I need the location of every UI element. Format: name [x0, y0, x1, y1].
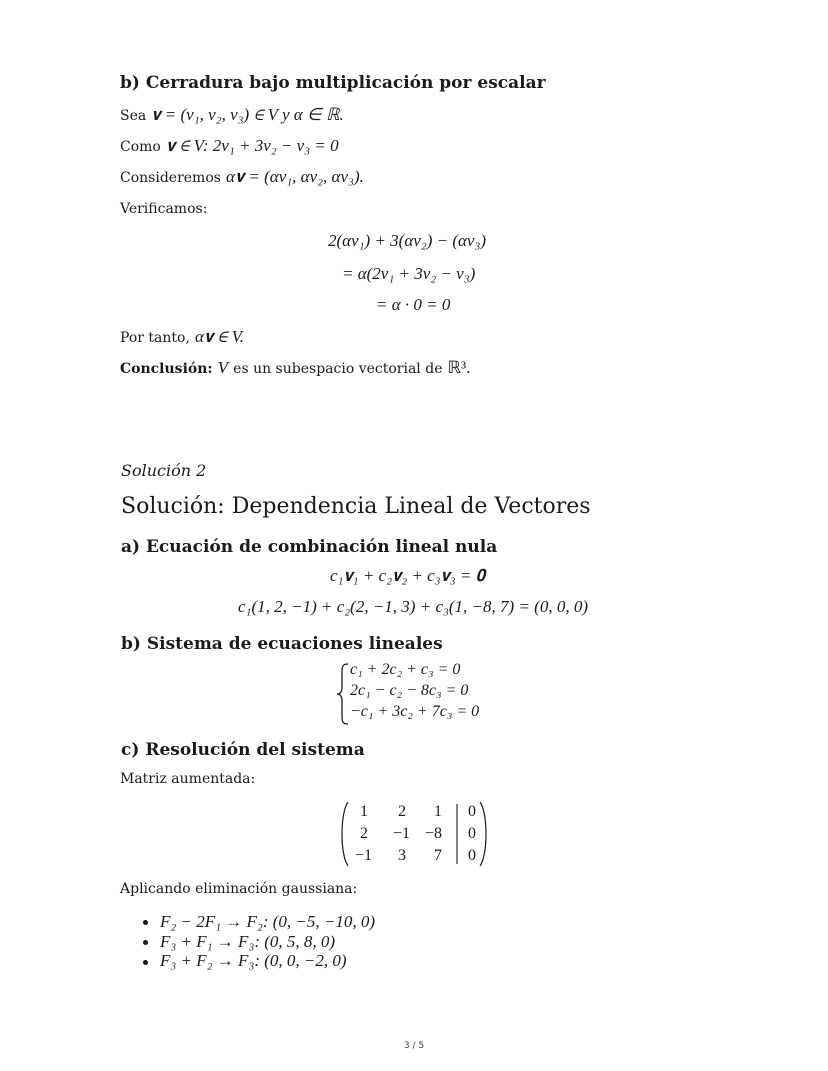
matrix-cell: 0	[468, 803, 476, 820]
solution-label: Solución 2	[121, 461, 207, 480]
matrix-cell: −1	[354, 847, 372, 864]
line-sea	[120, 105, 344, 125]
line-como-math: 𝐯 ∈ V: 2v₁ + 3v₂ − v₃ = 0	[165, 136, 339, 155]
solution-title: Solución: Dependencia Lineal de Vectores	[121, 494, 591, 519]
matrix-cell: 1	[434, 803, 442, 820]
matrix-cell: 1	[360, 803, 368, 820]
system-eq-3: −c₁ + 3c₂ + 7c₃ = 0	[350, 703, 480, 720]
conclusion-text: es un subespacio vectorial de	[233, 361, 443, 377]
matrix-cell: 3	[398, 847, 406, 864]
section-heading-closure: b) Cerradura bajo multiplicación por escalar	[120, 73, 546, 93]
line-consideremos	[120, 167, 364, 187]
augmented-matrix	[338, 801, 490, 867]
matrix-cell: 2	[398, 803, 406, 820]
part-b-heading: b) Sistema de ecuaciones lineales	[121, 634, 443, 654]
matrix-label: Matriz aumentada:	[120, 771, 256, 787]
gauss-step-3: F₃ + F₂ → F₃: (0, 0, −2, 0)	[160, 951, 347, 970]
bullet-icon	[143, 920, 148, 925]
part-a-heading: a) Ecuación de combinación lineal nula	[121, 537, 498, 557]
por-tanto-prefix: Por tanto,	[120, 330, 190, 346]
part-c-heading: c) Resolución del sistema	[121, 740, 365, 760]
verification-eq-1: 2(αv₁) + 3(αv₂) − (αv₃)	[328, 231, 487, 250]
line-sea-prefix: Sea	[120, 108, 147, 124]
line-como-prefix: Como	[120, 139, 161, 155]
verification-eq-3: = α · 0 = 0	[376, 295, 451, 314]
por-tanto-math: α𝐯 ∈ V.	[195, 327, 245, 346]
matrix-cell: 7	[434, 847, 442, 864]
gauss-step-2: F₃ + F₁ → F₃: (0, 5, 8, 0)	[160, 932, 336, 951]
line-por-tanto	[120, 327, 244, 347]
line-verificamos: Verificamos:	[120, 201, 208, 217]
equation-system	[336, 661, 516, 725]
line-como	[120, 136, 339, 156]
matrix-cell: 0	[468, 847, 476, 864]
gauss-label: Aplicando eliminación gaussiana:	[120, 881, 358, 897]
matrix-cell: 2	[360, 825, 368, 842]
conclusion-r3: ℝ³.	[447, 358, 471, 377]
matrix-cell: −8	[424, 825, 442, 842]
line-conclusion	[120, 358, 470, 378]
conclusion-label: Conclusión:	[120, 361, 213, 377]
bullet-icon	[143, 940, 148, 945]
verification-eq-2: = α(2v₁ + 3v₂ − v₃)	[342, 264, 476, 283]
line-consideremos-math: α𝐯 = (αv₁, αv₂, αv₃).	[226, 167, 364, 186]
page-number: 3 / 5	[403, 1041, 425, 1051]
gauss-step-1: F₂ − 2F₁ → F₂: (0, −5, −10, 0)	[160, 912, 376, 931]
bullet-icon	[143, 960, 148, 965]
part-a-eq-2: c₁(1, 2, −1) + c₂(2, −1, 3) + c₃(1, −8, 7) = (0, 0, 0)	[238, 597, 588, 616]
system-eq-2: 2c₁ − c₂ − 8c₃ = 0	[350, 682, 469, 699]
line-consideremos-prefix: Consideremos	[120, 170, 221, 186]
system-eq-1: c₁ + 2c₂ + c₃ = 0	[350, 661, 461, 678]
matrix-cell: 0	[468, 825, 476, 842]
matrix-cell: −1	[392, 825, 410, 842]
line-sea-math: 𝐯 = (v₁, v₂, v₃) ∈ V y α ∈ ℝ.	[151, 105, 344, 124]
conclusion-v: V	[217, 358, 229, 377]
left-brace-icon	[336, 663, 350, 725]
part-a-eq-1: c₁𝐯₁ + c₂𝐯₂ + c₃𝐯₃ = 𝟎	[330, 566, 486, 585]
